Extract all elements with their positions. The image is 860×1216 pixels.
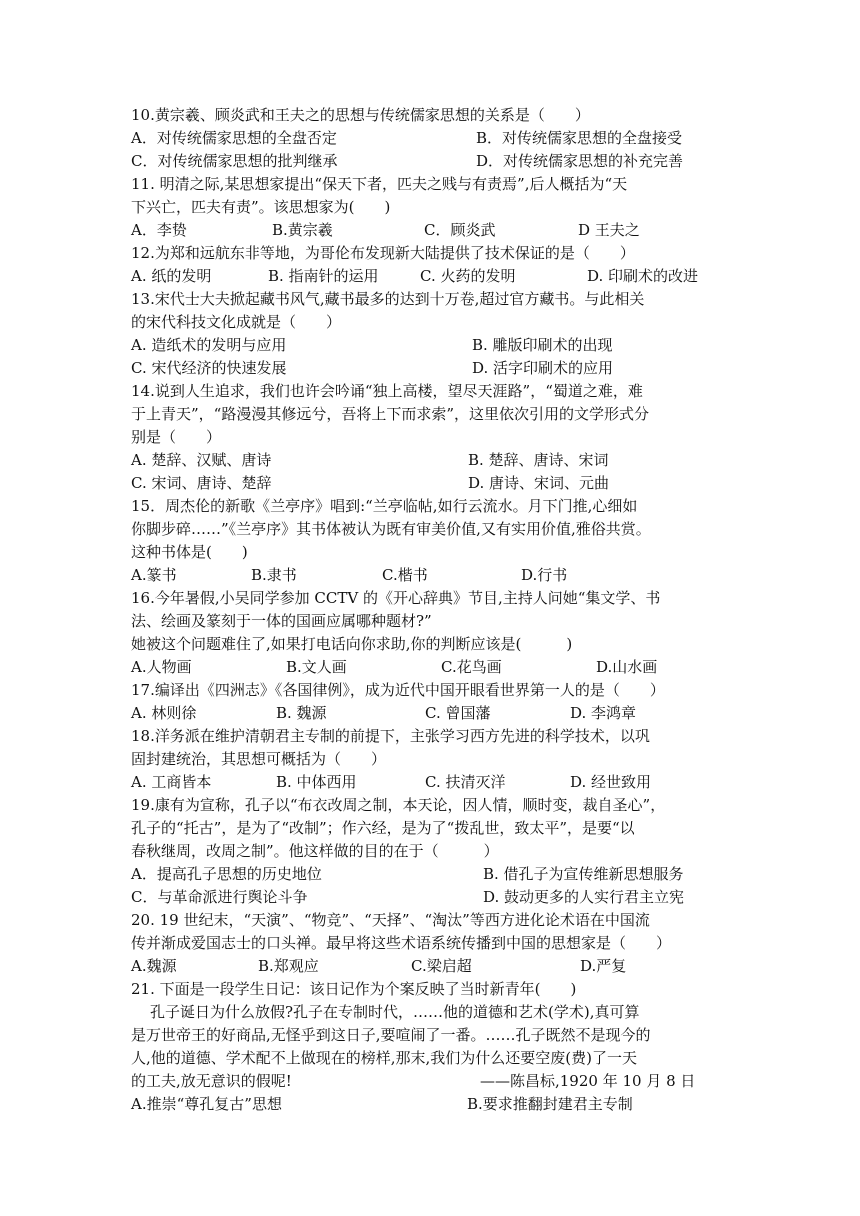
question-19-option-a: A．提高孔子思想的历史地位 (131, 865, 322, 883)
question-10-option-b: B．对传统儒家思想的全盘接受 (476, 129, 683, 147)
question-16-stem: 她被这个问题难住了,如果打电话向你求助,你的判断应该是( ) (131, 635, 573, 653)
question-12-option-a: A. 纸的发明 (131, 267, 212, 285)
question-16-option-b: B.文人画 (286, 658, 347, 676)
question-18-option-d: D. 经世致用 (570, 773, 652, 791)
question-20-stem: 传并渐成爱国志士的口头禅。最早将这些术语系统传播到中国的思想家是（ ） (131, 934, 672, 952)
diary-passage-line: 是万世帝王的好商品,无怪乎到这日子,要喧闹了一番。……孔子既然不是现今的 (131, 1026, 651, 1044)
question-10-option-a: A．对传统儒家思想的全盘否定 (131, 129, 337, 147)
question-17-option-a: A. 林则徐 (131, 704, 197, 722)
question-19-option-c: C．与革命派进行舆论斗争 (131, 888, 308, 906)
question-20-option-c: C.梁启超 (411, 957, 472, 975)
question-10-option-c: C．对传统儒家思想的批判继承 (131, 152, 338, 170)
question-12-option-d: D. 印刷术的改进 (587, 267, 699, 285)
question-18-option-a: A. 工商皆本 (131, 773, 212, 791)
question-21-option-b: B.要求推翻封建君主专制 (467, 1095, 633, 1113)
question-13-stem: 13.宋代士大夫掀起藏书风气,藏书最多的达到十万卷,超过官方藏书。与此相关 (131, 290, 645, 308)
question-19-option-d: D. 鼓动更多的人实行君主立宪 (483, 888, 685, 906)
question-13-option-b: B. 雕版印刷术的出现 (472, 336, 613, 354)
question-12-stem: 12.为郑和远航东非等地，为哥伦布发现新大陆提供了技术保证的是（ ） (131, 244, 635, 262)
diary-passage-line: 孔子诞日为什么放假?孔子在专制时代，……他的道德和艺术(学术),真可算 (150, 1003, 640, 1021)
question-21-option-a: A.推崇“尊孔复古”思想 (131, 1095, 282, 1113)
question-16-option-d: D.山水画 (596, 658, 658, 676)
question-18-stem: 固封建统治，其思想可概括为（ ） (131, 750, 387, 768)
question-11-option-a: A．李贽 (131, 221, 187, 239)
question-20-option-b: B.郑观应 (258, 957, 319, 975)
question-15-stem: 15．周杰伦的新歌《兰亭序》唱到:“兰亭临帖,如行云流水。月下门推,心细如 (131, 497, 638, 515)
question-15-stem: 你脚步碎……”《兰亭序》其书体被认为既有审美价值,又有实用价值,雅俗共赏。 (131, 520, 651, 538)
question-14-option-a: A. 楚辞、汉赋、唐诗 (131, 451, 272, 469)
diary-passage-line: 人,他的道德、学术配不上做现在的榜样,那末,我们为什么还要空废(费)了一天 (131, 1049, 638, 1067)
question-13-option-c: C. 宋代经济的快速发展 (131, 359, 287, 377)
diary-source: ——陈昌标,1920 年 10 月 8 日 (480, 1072, 696, 1090)
question-18-option-c: C. 扶清灭洋 (425, 773, 506, 791)
question-11-stem: 11. 明清之际,某思想家提出“保天下者，匹夫之贱与有责焉”,后人概括为“天 (131, 175, 628, 193)
question-20-option-d: D.严复 (580, 957, 627, 975)
question-10-option-d: D．对传统儒家思想的补充完善 (476, 152, 684, 170)
question-16-stem: 法、绘画及篆刻于一体的国画应属哪种题材?” (131, 612, 432, 630)
question-20-option-a: A.魏源 (131, 957, 177, 975)
question-17-option-d: D. 李鸿章 (570, 704, 637, 722)
question-11-option-b: B.黄宗羲 (272, 221, 333, 239)
question-14-stem: 别是（ ） (131, 428, 222, 446)
question-18-option-b: B. 中体西用 (276, 773, 357, 791)
question-17-option-b: B. 魏源 (276, 704, 327, 722)
question-14-option-b: B. 楚辞、唐诗、宋词 (468, 451, 609, 469)
question-19-stem: 春秋继周，改周之制”。他这样做的目的在于（ ） (131, 842, 499, 860)
question-14-stem: 14.说到人生追求，我们也许会吟诵“独上高楼，望尽天涯路”，“蜀道之难，难 (131, 382, 643, 400)
question-17-option-c: C. 曾国藩 (425, 704, 491, 722)
question-12-option-c: C. 火药的发明 (420, 267, 516, 285)
question-13-stem: 的宋代科技文化成就是（ ） (131, 313, 342, 331)
question-19-option-b: B. 借孔子为宣传维新思想服务 (483, 865, 684, 883)
question-15-stem: 这种书体是( ) (131, 543, 248, 561)
question-21-stem: 21. 下面是一段学生日记：该日记作为个案反映了当时新青年( ) (131, 980, 577, 998)
question-16-option-c: C.花鸟画 (441, 658, 502, 676)
question-13-option-d: D. 活字印刷术的应用 (472, 359, 614, 377)
question-15-option-a: A.篆书 (131, 566, 177, 584)
question-19-stem: 19.康有为宣称，孔子以“布衣改周之制，本天论，因人情，顺时变，裁自圣心”， (131, 796, 666, 814)
question-14-stem: 于上青天”，“路漫漫其修远兮，吾将上下而求索”，这里依次引用的文学形式分 (131, 405, 650, 423)
question-20-stem: 20. 19 世纪末，“天演”、“物竞”、“天择”、“淘汰”等西方进化论术语在中国流 (131, 911, 650, 929)
question-13-option-a: A. 造纸术的发明与应用 (131, 336, 287, 354)
question-15-option-b: B.隶书 (251, 566, 297, 584)
question-11-option-c: C．顾炎武 (424, 221, 496, 239)
question-15-option-d: D.行书 (521, 566, 568, 584)
question-16-option-a: A.人物画 (131, 658, 192, 676)
diary-passage-line: 的工夫,放无意识的假呢! (131, 1072, 292, 1090)
question-18-stem: 18.洋务派在维护清朝君主专制的前提下，主张学习西方先进的科学技术，以巩 (131, 727, 650, 745)
question-14-option-c: C. 宋词、唐诗、楚辞 (131, 474, 272, 492)
question-12-option-b: B. 指南针的运用 (268, 267, 379, 285)
question-14-option-d: D. 唐诗、宋词、元曲 (468, 474, 610, 492)
question-16-stem: 16.今年暑假,小吴同学参加 CCTV 的《开心辞典》节目,主持人问她“集文学、书 (131, 589, 661, 607)
question-11-option-d: D 王夫之 (578, 221, 640, 239)
question-15-option-c: C.楷书 (382, 566, 428, 584)
question-17-stem: 17.编译出《四洲志》《各国律例》，成为近代中国开眼看世界第一人的是（ ） (131, 681, 665, 699)
question-11-stem: 下兴亡，匹夫有责”。该思想家为( ) (131, 198, 391, 216)
question-10-stem: 10.黄宗羲、顾炎武和王夫之的思想与传统儒家思想的关系是（ ） (131, 106, 590, 124)
question-19-stem: 孔子的“托古”，是为了“改制”；作六经，是为了“拨乱世，致太平”，是要“以 (131, 819, 635, 837)
